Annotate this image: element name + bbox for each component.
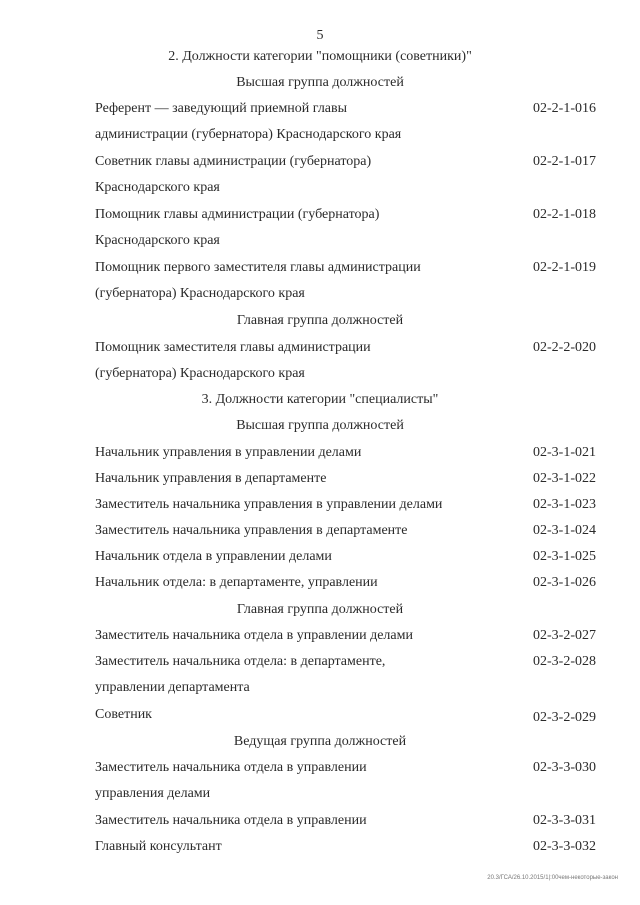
position-title: Заместитель начальника отдела в управлении делами: [95, 628, 413, 643]
position-title: Заместитель начальника отдела в управлении: [95, 813, 367, 828]
position-title-continued: (губернатора) Краснодарского края: [95, 366, 305, 381]
position-title: Заместитель начальника управления в департаменте: [95, 523, 408, 538]
position-title: Заместитель начальника отдела: в департаменте,: [95, 654, 386, 669]
position-code: 02-2-1-018: [533, 207, 596, 222]
position-title: Помощник первого заместителя главы администрации: [95, 260, 421, 275]
position-code: 02-3-1-026: [533, 575, 596, 590]
position-title: Начальник управления в департаменте: [95, 471, 327, 486]
position-title-continued: Краснодарского края: [95, 233, 220, 248]
page-number: 5: [316, 28, 324, 43]
position-title-continued: Краснодарского края: [95, 180, 220, 195]
position-title: Советник: [95, 707, 152, 722]
position-title-continued: администрации (губернатора) Краснодарского края: [95, 127, 402, 142]
position-title-continued: управления делами: [95, 786, 211, 801]
position-code: 02-3-3-032: [533, 839, 596, 854]
position-title: Заместитель начальника отдела в управлении: [95, 760, 367, 775]
position-code: 02-3-2-029: [533, 710, 596, 725]
position-code: 02-2-1-016: [533, 101, 596, 116]
position-code: 02-3-2-027: [533, 628, 596, 643]
footer-stamp: 20.3/ГСА/26.10.2015/1|:00чем-некоторые-закон: [487, 875, 618, 881]
section-title: 2. Должности категории "помощники (советники)": [168, 49, 472, 64]
section-title: 3. Должности категории "специалисты": [201, 392, 439, 407]
position-code: 02-3-2-028: [533, 654, 596, 669]
position-title: Начальник отдела: в департаменте, управлении: [95, 575, 378, 590]
position-code: 02-2-2-020: [533, 340, 596, 355]
position-title: Помощник заместителя главы администрации: [95, 340, 371, 355]
group-heading: Ведущая группа должностей: [233, 734, 407, 749]
group-heading: Главная группа должностей: [236, 602, 404, 617]
position-code: 02-3-1-025: [533, 549, 596, 564]
group-heading: Главная группа должностей: [236, 313, 404, 328]
position-title-continued: (губернатора) Краснодарского края: [95, 286, 305, 301]
position-code: 02-2-1-019: [533, 260, 596, 275]
group-heading: Высшая группа должностей: [236, 418, 404, 433]
position-title: Советник главы администрации (губернатора): [95, 154, 372, 169]
position-title: Помощник главы администрации (губернатора): [95, 207, 380, 222]
position-code: 02-3-3-030: [533, 760, 596, 775]
position-title: Заместитель начальника управления в управлении делами: [95, 497, 443, 512]
position-title: Начальник управления в управлении делами: [95, 445, 362, 460]
position-code: 02-3-3-031: [533, 813, 596, 828]
position-code: 02-3-1-023: [533, 497, 596, 512]
position-title-continued: управлении департамента: [95, 680, 250, 695]
position-title: Начальник отдела в управлении делами: [95, 549, 332, 564]
position-code: 02-3-1-021: [533, 445, 596, 460]
group-heading: Высшая группа должностей: [236, 75, 404, 90]
position-code: 02-3-1-022: [533, 471, 596, 486]
position-code: 02-2-1-017: [533, 154, 596, 169]
position-title: Главный консультант: [95, 839, 222, 854]
position-code: 02-3-1-024: [533, 523, 596, 538]
position-title: Референт — заведующий приемной главы: [95, 101, 348, 116]
